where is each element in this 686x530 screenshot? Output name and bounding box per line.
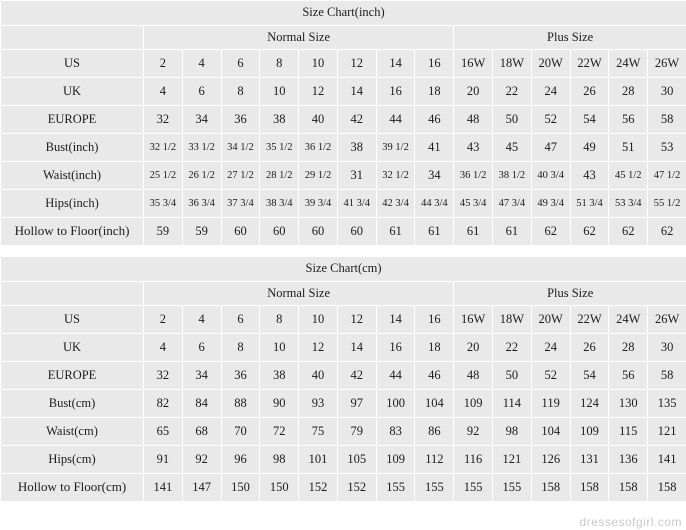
data-cell: 36 [221, 106, 260, 134]
data-cell: 93 [299, 390, 338, 418]
data-cell: 47 [531, 134, 570, 162]
data-cell: 54 [570, 106, 609, 134]
data-cell: 96 [221, 446, 260, 474]
data-cell: 24 [531, 334, 570, 362]
data-cell: 61 [376, 218, 415, 246]
group-header-cell: Plus Size [454, 282, 686, 306]
data-cell: 28 1/2 [260, 162, 299, 190]
table-row [1, 362, 686, 390]
data-cell: 104 [531, 418, 570, 446]
data-cell: 38 [260, 362, 299, 390]
data-cell: 70 [221, 418, 260, 446]
data-cell: 12 [299, 78, 338, 106]
row-label: Hips(inch) [1, 190, 144, 218]
data-cell: 30 [648, 334, 686, 362]
data-cell: 32 1/2 [376, 162, 415, 190]
data-cell: 158 [648, 474, 686, 502]
chart-group-row [1, 282, 686, 306]
data-cell: 42 [337, 106, 376, 134]
data-cell: 24W [609, 50, 648, 78]
data-cell: 90 [260, 390, 299, 418]
data-cell: 16 [415, 50, 454, 78]
data-cell: 124 [570, 390, 609, 418]
data-cell: 61 [454, 218, 493, 246]
data-cell: 40 [299, 106, 338, 134]
table-row [1, 106, 686, 134]
data-cell: 36 [221, 362, 260, 390]
data-cell: 45 [493, 134, 532, 162]
data-cell: 38 3/4 [260, 190, 299, 218]
data-cell: 22 [493, 334, 532, 362]
data-cell: 4 [182, 306, 221, 334]
data-cell: 18 [415, 78, 454, 106]
data-cell: 33 1/2 [182, 134, 221, 162]
data-cell: 51 3/4 [570, 190, 609, 218]
data-cell: 47 3/4 [493, 190, 532, 218]
row-label: EUROPE [1, 362, 144, 390]
data-cell: 14 [337, 334, 376, 362]
group-header-cell: Normal Size [144, 282, 454, 306]
data-cell: 36 1/2 [454, 162, 493, 190]
data-cell: 135 [648, 390, 686, 418]
data-cell: 31 [337, 162, 376, 190]
data-cell: 130 [609, 390, 648, 418]
row-label: Hollow to Floor(cm) [1, 474, 144, 502]
data-cell: 26 [570, 78, 609, 106]
data-cell: 58 [648, 362, 686, 390]
data-cell: 53 3/4 [609, 190, 648, 218]
data-cell: 55 1/2 [648, 190, 686, 218]
data-cell: 53 [648, 134, 686, 162]
data-cell: 155 [376, 474, 415, 502]
data-cell: 61 [493, 218, 532, 246]
data-cell: 40 3/4 [531, 162, 570, 190]
data-cell: 100 [376, 390, 415, 418]
data-cell: 6 [221, 306, 260, 334]
data-cell: 141 [144, 474, 183, 502]
group-blank-cell [1, 26, 144, 50]
data-cell: 60 [260, 218, 299, 246]
data-cell: 104 [415, 390, 454, 418]
data-cell: 24 [531, 78, 570, 106]
data-cell: 59 [182, 218, 221, 246]
data-cell: 36 3/4 [182, 190, 221, 218]
data-cell: 38 [260, 106, 299, 134]
data-cell: 18 [415, 334, 454, 362]
data-cell: 98 [493, 418, 532, 446]
data-cell: 4 [144, 334, 183, 362]
data-cell: 16W [454, 306, 493, 334]
data-cell: 51 [609, 134, 648, 162]
data-cell: 92 [182, 446, 221, 474]
data-cell: 116 [454, 446, 493, 474]
data-cell: 54 [570, 362, 609, 390]
data-cell: 25 1/2 [144, 162, 183, 190]
data-cell: 58 [648, 106, 686, 134]
data-cell: 115 [609, 418, 648, 446]
data-cell: 86 [415, 418, 454, 446]
data-cell: 44 3/4 [415, 190, 454, 218]
data-cell: 68 [182, 418, 221, 446]
data-cell: 10 [299, 50, 338, 78]
data-cell: 105 [337, 446, 376, 474]
data-cell: 52 [531, 362, 570, 390]
row-label: Hollow to Floor(inch) [1, 218, 144, 246]
data-cell: 75 [299, 418, 338, 446]
chart-spacer [0, 246, 686, 256]
data-cell: 152 [337, 474, 376, 502]
row-label: US [1, 306, 144, 334]
data-cell: 101 [299, 446, 338, 474]
data-cell: 4 [182, 50, 221, 78]
data-cell: 44 [376, 362, 415, 390]
data-cell: 50 [493, 362, 532, 390]
data-cell: 121 [493, 446, 532, 474]
data-cell: 28 [609, 334, 648, 362]
size-chart-block [0, 0, 686, 246]
data-cell: 52 [531, 106, 570, 134]
row-label: Hips(cm) [1, 446, 144, 474]
data-cell: 91 [144, 446, 183, 474]
data-cell: 8 [260, 50, 299, 78]
data-cell: 158 [570, 474, 609, 502]
data-cell: 36 1/2 [299, 134, 338, 162]
data-cell: 82 [144, 390, 183, 418]
data-cell: 6 [182, 334, 221, 362]
data-cell: 34 1/2 [221, 134, 260, 162]
data-cell: 56 [609, 106, 648, 134]
data-cell: 16 [376, 78, 415, 106]
data-cell: 50 [493, 106, 532, 134]
data-cell: 114 [493, 390, 532, 418]
data-cell: 34 [182, 106, 221, 134]
data-cell: 10 [260, 334, 299, 362]
data-cell: 158 [531, 474, 570, 502]
data-cell: 6 [182, 78, 221, 106]
data-cell: 98 [260, 446, 299, 474]
row-label: US [1, 50, 144, 78]
table-row [1, 162, 686, 190]
data-cell: 84 [182, 390, 221, 418]
data-cell: 48 [454, 106, 493, 134]
data-cell: 147 [182, 474, 221, 502]
chart-title: Size Chart(inch) [1, 1, 686, 26]
data-cell: 18W [493, 306, 532, 334]
table-row [1, 446, 686, 474]
data-cell: 88 [221, 390, 260, 418]
data-cell: 35 1/2 [260, 134, 299, 162]
data-cell: 150 [221, 474, 260, 502]
data-cell: 49 [570, 134, 609, 162]
size-chart-block [0, 256, 686, 502]
data-cell: 2 [144, 306, 183, 334]
data-cell: 158 [609, 474, 648, 502]
data-cell: 60 [337, 218, 376, 246]
data-cell: 14 [337, 78, 376, 106]
data-cell: 34 [182, 362, 221, 390]
data-cell: 155 [493, 474, 532, 502]
data-cell: 48 [454, 362, 493, 390]
data-cell: 27 1/2 [221, 162, 260, 190]
data-cell: 32 [144, 362, 183, 390]
data-cell: 121 [648, 418, 686, 446]
row-label: EUROPE [1, 106, 144, 134]
data-cell: 152 [299, 474, 338, 502]
data-cell: 12 [337, 306, 376, 334]
data-cell: 155 [454, 474, 493, 502]
data-cell: 20 [454, 334, 493, 362]
data-cell: 141 [648, 446, 686, 474]
chart-title-row [1, 257, 686, 282]
row-label: Waist(inch) [1, 162, 144, 190]
data-cell: 4 [144, 78, 183, 106]
data-cell: 38 1/2 [493, 162, 532, 190]
table-row [1, 306, 686, 334]
table-row [1, 134, 686, 162]
size-chart-table [0, 0, 686, 246]
data-cell: 16 [376, 334, 415, 362]
size-chart-table [0, 256, 686, 502]
data-cell: 26W [648, 50, 686, 78]
data-cell: 44 [376, 106, 415, 134]
data-cell: 60 [299, 218, 338, 246]
data-cell: 34 [415, 162, 454, 190]
data-cell: 32 [144, 106, 183, 134]
data-cell: 126 [531, 446, 570, 474]
data-cell: 29 1/2 [299, 162, 338, 190]
chart-title-row [1, 1, 686, 26]
table-row [1, 474, 686, 502]
group-header-cell: Plus Size [454, 26, 686, 50]
data-cell: 26 [570, 334, 609, 362]
data-cell: 42 3/4 [376, 190, 415, 218]
table-row [1, 418, 686, 446]
table-row [1, 334, 686, 362]
data-cell: 22W [570, 306, 609, 334]
data-cell: 37 3/4 [221, 190, 260, 218]
data-cell: 45 1/2 [609, 162, 648, 190]
data-cell: 10 [260, 78, 299, 106]
data-cell: 20 [454, 78, 493, 106]
chart-title: Size Chart(cm) [1, 257, 686, 282]
data-cell: 83 [376, 418, 415, 446]
data-cell: 26 1/2 [182, 162, 221, 190]
data-cell: 10 [299, 306, 338, 334]
data-cell: 112 [415, 446, 454, 474]
data-cell: 136 [609, 446, 648, 474]
data-cell: 20W [531, 50, 570, 78]
data-cell: 43 [570, 162, 609, 190]
data-cell: 92 [454, 418, 493, 446]
data-cell: 109 [454, 390, 493, 418]
chart-group-row [1, 26, 686, 50]
data-cell: 61 [415, 218, 454, 246]
data-cell: 26W [648, 306, 686, 334]
table-row [1, 50, 686, 78]
data-cell: 131 [570, 446, 609, 474]
data-cell: 22W [570, 50, 609, 78]
data-cell: 32 1/2 [144, 134, 183, 162]
data-cell: 62 [570, 218, 609, 246]
data-cell: 41 3/4 [337, 190, 376, 218]
data-cell: 8 [221, 78, 260, 106]
data-cell: 45 3/4 [454, 190, 493, 218]
table-row [1, 190, 686, 218]
data-cell: 39 1/2 [376, 134, 415, 162]
table-row [1, 390, 686, 418]
data-cell: 49 3/4 [531, 190, 570, 218]
data-cell: 35 3/4 [144, 190, 183, 218]
row-label: UK [1, 334, 144, 362]
data-cell: 62 [648, 218, 686, 246]
data-cell: 12 [337, 50, 376, 78]
data-cell: 8 [221, 334, 260, 362]
data-cell: 43 [454, 134, 493, 162]
data-cell: 38 [337, 134, 376, 162]
data-cell: 60 [221, 218, 260, 246]
data-cell: 22 [493, 78, 532, 106]
data-cell: 62 [609, 218, 648, 246]
data-cell: 119 [531, 390, 570, 418]
data-cell: 39 3/4 [299, 190, 338, 218]
data-cell: 62 [531, 218, 570, 246]
data-cell: 65 [144, 418, 183, 446]
data-cell: 14 [376, 306, 415, 334]
data-cell: 16 [415, 306, 454, 334]
data-cell: 47 1/2 [648, 162, 686, 190]
data-cell: 16W [454, 50, 493, 78]
data-cell: 97 [337, 390, 376, 418]
row-label: Waist(cm) [1, 418, 144, 446]
row-label: Bust(cm) [1, 390, 144, 418]
data-cell: 46 [415, 106, 454, 134]
data-cell: 2 [144, 50, 183, 78]
data-cell: 72 [260, 418, 299, 446]
data-cell: 59 [144, 218, 183, 246]
data-cell: 14 [376, 50, 415, 78]
data-cell: 6 [221, 50, 260, 78]
data-cell: 46 [415, 362, 454, 390]
data-cell: 109 [376, 446, 415, 474]
data-cell: 42 [337, 362, 376, 390]
data-cell: 8 [260, 306, 299, 334]
table-row [1, 218, 686, 246]
data-cell: 56 [609, 362, 648, 390]
data-cell: 12 [299, 334, 338, 362]
data-cell: 109 [570, 418, 609, 446]
row-label: UK [1, 78, 144, 106]
table-row [1, 78, 686, 106]
data-cell: 28 [609, 78, 648, 106]
data-cell: 40 [299, 362, 338, 390]
group-blank-cell [1, 282, 144, 306]
data-cell: 18W [493, 50, 532, 78]
group-header-cell: Normal Size [144, 26, 454, 50]
row-label: Bust(inch) [1, 134, 144, 162]
data-cell: 41 [415, 134, 454, 162]
data-cell: 150 [260, 474, 299, 502]
data-cell: 20W [531, 306, 570, 334]
data-cell: 79 [337, 418, 376, 446]
data-cell: 24W [609, 306, 648, 334]
data-cell: 155 [415, 474, 454, 502]
data-cell: 30 [648, 78, 686, 106]
watermark-text: dressesofgirl.com [579, 515, 682, 529]
